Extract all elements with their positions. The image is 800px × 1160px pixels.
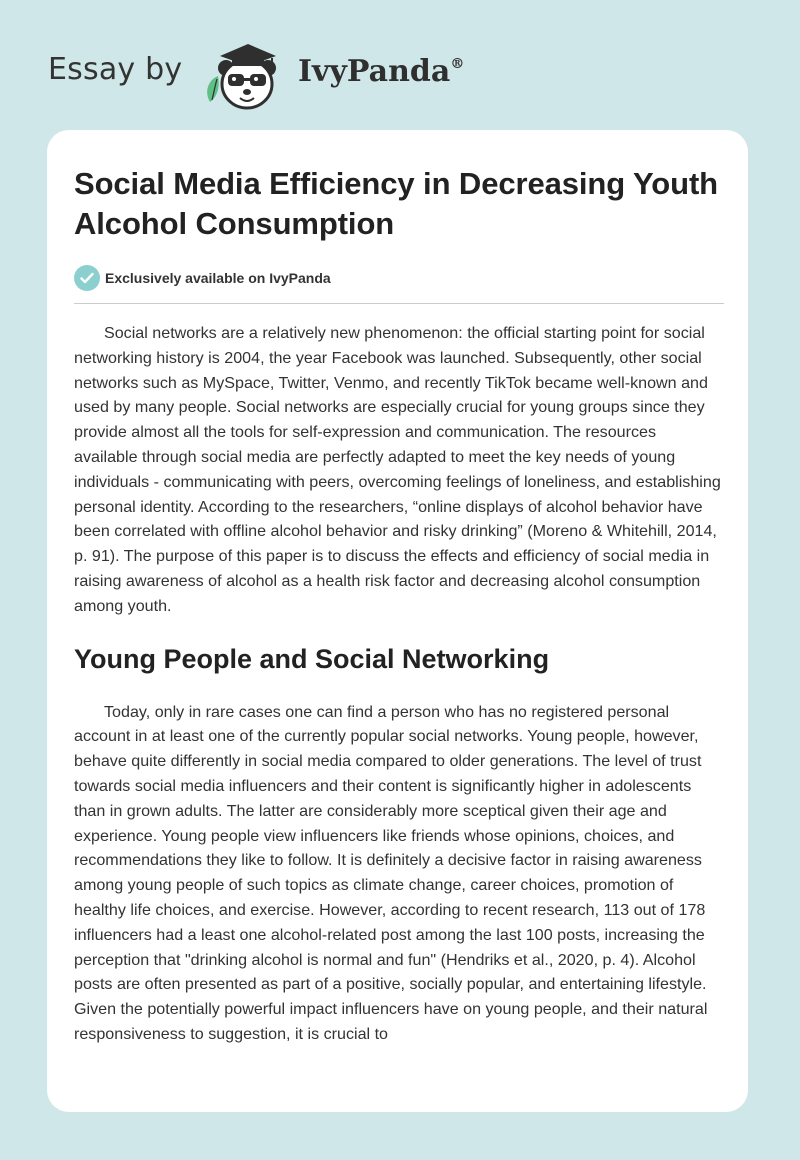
registered-mark: ®: [450, 56, 465, 72]
exclusive-badge: [74, 264, 724, 304]
section-paragraph: Today, only in rare cases one can find a person who has no registered personal account in at least one of the currently popular social networks. Young people, however, behave quite differently in social media compared to older generations. The level of trust towards social media influencers and their content is significantly higher in adolescents than in grown adults. The latter are considerably more sceptical given their age and experience. Young people view influencers like friends whose opinions, choices, and recommendations they like to follow. It is definitely a decisive factor in raising awareness among young people of such topics as climate change, career choices, promotion of healthy life choices, and exercise. However, according to recent research, 113 out of 178 influencers had a least one alcohol-related post among the last 100 posts, increasing the perception that "drinking alcohol is normal and fun" (Hendriks et al., 2020, p. 4). Alcohol posts are often presented as part of a positive, socially popular, and entertaining lifestyle. Given the potentially powerful impact influencers have on young people, and their natural responsiveness to suggestion, it is crucial to: [74, 702, 708, 1043]
exclusive-label: Exclusively available on IvyPanda: [105, 270, 331, 286]
panda-graduate-logo-icon[interactable]: [202, 36, 294, 112]
article-card: [47, 130, 748, 1112]
article-content: [74, 164, 724, 1047]
brand-name[interactable]: [298, 54, 464, 89]
intro-paragraph: Social networks are a relatively new phenomenon: the official starting point for social networking history is 2004, the year Facebook was launched. Subsequently, other social networks such as MySpace, Twitter, Venmo, and recently TikTok became well-known and used by many people. Social networks are especially crucial for young groups since they provide almost all the tools for self-expression and communication. The resources available through social media are perfectly adapted to meet the key needs of young individuals - communicating with peers, overcoming feelings of loneliness, and establishing personal identity. According to the researchers, “online displays of alcohol behavior have been correlated with offline alcohol behavior and risky drinking” (Moreno & Whitehill, 2014, p. 91). The purpose of this paper is to discuss the effects and efficiency of social media in raising awareness of alcohol as a health risk factor and decreasing alcohol consumption among youth.: [74, 324, 721, 615]
section-heading: Young People and Social Networking: [74, 643, 550, 674]
site-header: [48, 36, 548, 116]
essay-by-label: Essay by: [48, 52, 183, 87]
check-circle-icon: [74, 265, 100, 291]
article-title: Social Media Efficiency in Decreasing Youth Alcohol Consumption: [74, 166, 719, 241]
checkmark-glyph: [80, 272, 94, 284]
brand-name-text: IvyPanda: [298, 54, 451, 89]
